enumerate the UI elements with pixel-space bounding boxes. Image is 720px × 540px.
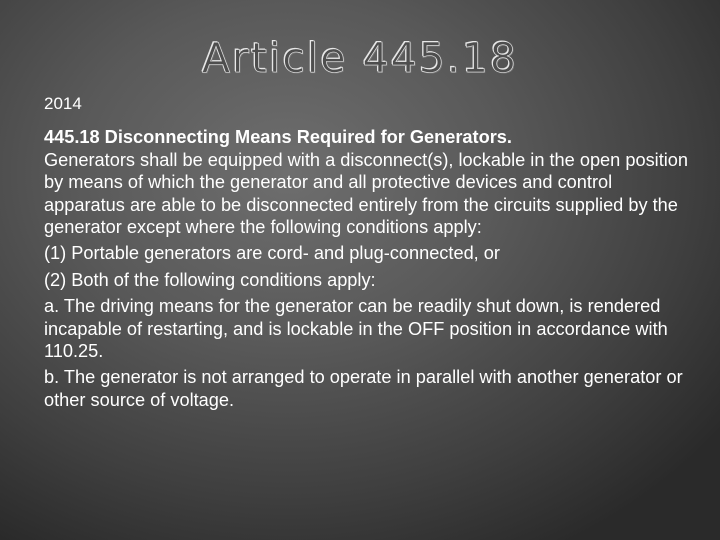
code-section <box>44 126 694 411</box>
slide-title: Article 445.18 <box>201 34 519 82</box>
section-paragraph: Generators shall be equipped with a disconnect(s), lockable in the open position by means of which the generator and all protective devices and control apparatus are able to be disconnected entirely from the circuits supplied by the generator except where the following conditions apply: <box>44 149 689 238</box>
condition-item: (2) Both of the following conditions apply: <box>44 269 376 290</box>
sub-condition-item: a. The driving means for the generator can be readily shut down, is rendered incapable of restarting, and is lockable in the OFF position in accordance with 110.25. <box>44 296 668 362</box>
slide-body <box>44 93 694 411</box>
year-label: 2014 <box>44 94 82 113</box>
condition-item: (1) Portable generators are cord- and plug-connected, or <box>44 243 500 264</box>
sub-condition-item: b. The generator is not arranged to operate in parallel with another generator or other source of voltage. <box>44 367 683 410</box>
section-heading: 445.18 Disconnecting Means Required for Generators. <box>44 127 512 148</box>
